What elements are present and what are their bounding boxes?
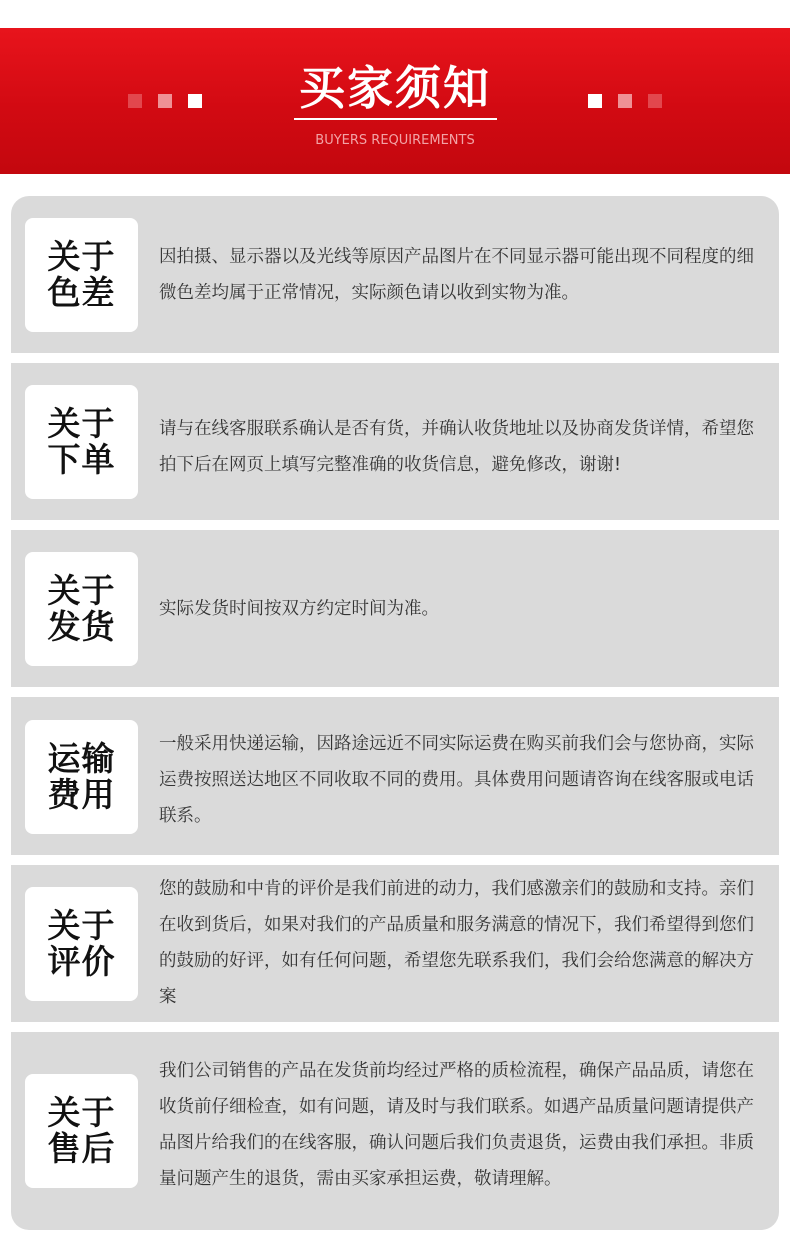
section-text-ordering: 请与在线客服联系确认是否有货，并确认收货地址以及协商发货详情，希望您拍下后在网页上填写完整准确的收货信息，避免修改，谢谢! [159,419,754,475]
section-text-color-difference: 因拍摄、显示器以及光线等原因产品图片在不同显示器可能出现不同程度的细微色差均属于正常情况，实际颜色请以收到实物为准。 [159,247,754,303]
section-divider [11,1022,779,1032]
section-label-line1: 关于 [47,571,116,610]
section-label-shipping [25,552,138,666]
page-title: 买家须知 [299,61,491,115]
section-divider [11,687,779,697]
section-label-after-sales [25,1074,138,1188]
section-text-reviews: 您的鼓励和中肯的评价是我们前进的动力，我们感激亲们的鼓励和支持。亲们在收到货后，如果对我们的产品质量和服务满意的情况下，我们希望得到您们的鼓励的好评，如有任何问题，希望您先联系我们，我们会给您满意的解决方案 [159,879,754,1007]
section-text-shipping-cost: 一般采用快递运输，因路途远近不同实际运费在购买前我们会与您协商，实际运费按照送达地区不同收取不同的费用。具体费用问题请咨询在线客服或电话联系。 [159,734,754,826]
section-text-after-sales: 我们公司销售的产品在发货前均经过严格的质检流程，确保产品品质，请您在收货前仔细检查，如有问题，请及时与我们联系。如遇产品质量问题请提供产品图片给我们的在线客服，确认问题后我们负责退货，运费由我们承担。非质量问题产生的退货，需由买家承担运费，敬请理解。 [159,1061,754,1189]
section-label-line1: 关于 [47,906,116,945]
section-divider [11,353,779,363]
section-label-line1: 运输 [47,739,116,778]
section-label-shipping-cost [25,720,138,834]
section-label-line2: 费用 [47,775,116,814]
section-label-line2: 售后 [47,1129,116,1168]
section-label-line2: 下单 [47,440,116,479]
section-label-reviews [25,887,138,1001]
notice-panel [11,196,779,1230]
section-label-line2: 发货 [47,607,116,646]
section-label-ordering [25,385,138,499]
section-label-line2: 评价 [47,942,116,981]
section-label-line1: 关于 [47,237,116,276]
section-label-color-difference [25,218,138,332]
section-text-shipping: 实际发货时间按双方约定时间为准。 [159,599,439,619]
section-divider [11,855,779,865]
title-underline [294,118,497,120]
section-label-line2: 色差 [47,273,116,312]
section-divider [11,520,779,530]
section-label-line1: 关于 [47,404,116,443]
page-subtitle: BUYERS REQUIREMENTS [315,133,475,148]
section-label-line1: 关于 [47,1093,116,1132]
